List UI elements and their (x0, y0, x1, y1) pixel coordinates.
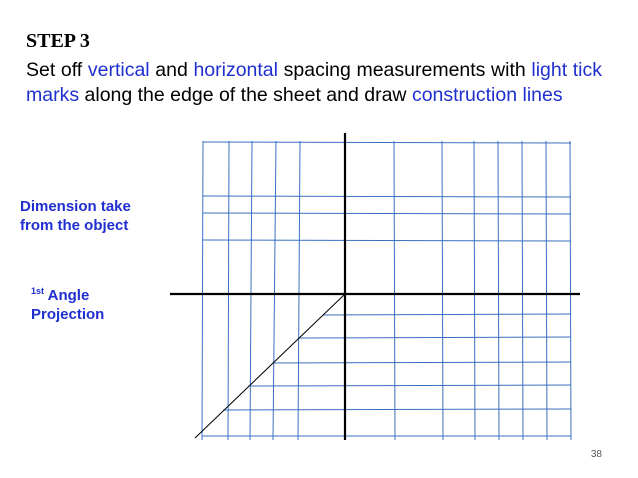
instruction-highlight-construction-lines: construction lines (411, 84, 563, 106)
vertical-construction-line (442, 141, 443, 440)
vertical-construction-line (298, 141, 300, 440)
horizontal-construction-line (273, 362, 571, 363)
dimension-note-line-2: from the object (20, 217, 129, 234)
horizontal-construction-line (203, 213, 571, 214)
projection-note-angle: Angle (44, 287, 90, 304)
page-number: 38 (590, 449, 602, 460)
instruction-highlight-horizontal: horizontal (193, 59, 278, 81)
dimension-note-line-1: Dimension take (20, 198, 131, 215)
vertical-construction-line (273, 141, 276, 440)
vertical-construction-line (202, 141, 203, 440)
step-title: STEP 3 (26, 30, 90, 52)
vertical-construction-line (474, 141, 475, 440)
projection-note-ordinal: 1st (31, 286, 45, 296)
horizontal-construction-line (323, 314, 571, 315)
vertical-construction-line (228, 141, 229, 440)
vertical-construction-line (498, 141, 499, 440)
horizontal-construction-line (203, 196, 571, 197)
horizontal-construction-line (203, 240, 571, 241)
horizontal-construction-line (299, 337, 571, 338)
miter-line (195, 294, 345, 438)
instruction-segment: spacing measurements with (278, 59, 532, 81)
vertical-construction-line (522, 141, 523, 440)
horizontal-construction-line (223, 409, 571, 410)
instruction-segment: Set off (26, 59, 88, 81)
instruction-highlight-tick-marks: light tick marks (26, 59, 603, 106)
vertical-construction-line (546, 141, 547, 440)
instruction-segment: along the edge of the sheet and draw (79, 84, 412, 106)
vertical-construction-line (570, 141, 571, 440)
instruction-highlight-vertical: vertical (87, 59, 150, 81)
vertical-construction-line (394, 141, 395, 440)
construction-lines (202, 141, 571, 440)
projection-note-line-2: Projection (31, 306, 105, 323)
projection-axes (170, 133, 580, 440)
horizontal-construction-line (203, 142, 571, 143)
vertical-construction-line (250, 141, 252, 440)
instruction-segment: and (149, 59, 194, 81)
